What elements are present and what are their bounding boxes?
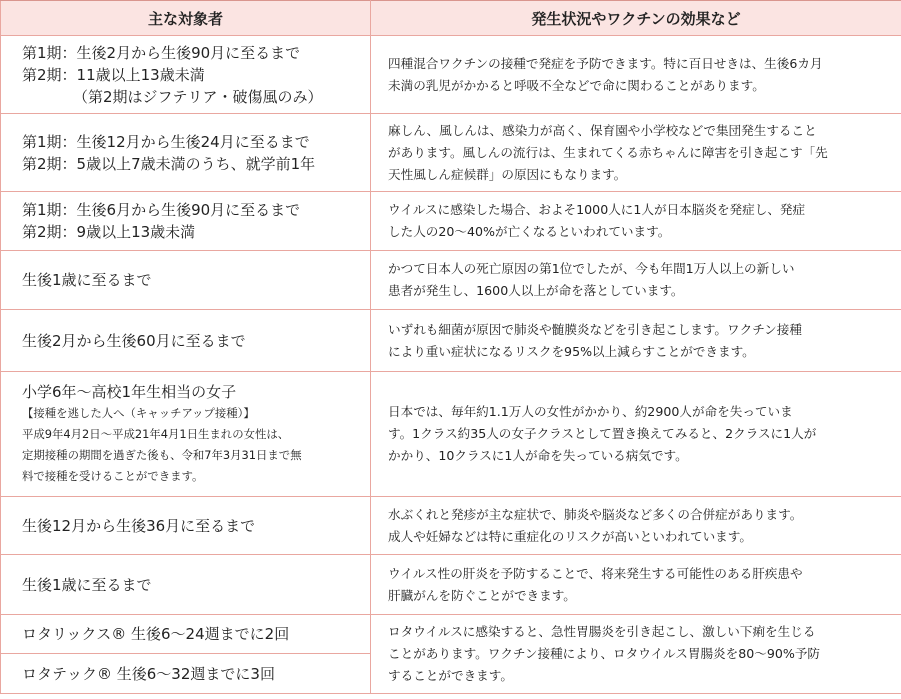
target-line: （第2期はジフテリア・破傷風のみ）: [73, 87, 323, 106]
table-row: [1, 555, 901, 615]
target-cell: [1, 372, 371, 497]
effect-cell: [371, 192, 901, 251]
target-note-line: 料で接種を受けることができます。: [22, 469, 204, 483]
target-cell: [1, 654, 371, 694]
effect-line: いずれも細菌が原因で肺炎や髄膜炎などを引き起こします。ワクチン接種: [388, 321, 802, 337]
table-row: [1, 310, 901, 372]
header-target: 主な対象者: [1, 1, 371, 36]
header-effect: 発生状況やワクチンの効果など: [371, 1, 901, 36]
effect-line: ウイルス性の肝炎を予防することで、将来発生する可能性のある肝疾患や: [388, 565, 803, 581]
effect-cell: [371, 555, 901, 615]
effect-cell: [371, 497, 901, 555]
effect-line: 肝臓がんを防ぐことができます。: [388, 587, 576, 603]
target-line: 小学6年～高校1年生相当の女子: [22, 383, 237, 401]
effect-line: かつて日本人の死亡原因の第1位でしたが、今も年間1万人以上の新しい: [388, 261, 795, 276]
effect-line: す。1クラス約35人の女子クラスとして置き換えてみると、2クラスに1人が: [388, 426, 817, 441]
target-line: 生後1歳に至るまで: [22, 575, 152, 594]
effect-cell: [371, 251, 901, 310]
target-line: 第2期：11歳以上13歳未満: [22, 65, 205, 84]
effect-line: 水ぶくれと発疹が主な症状で、肺炎や脳炎など多くの合併症があります。: [388, 506, 803, 522]
target-line: ロタテック® 生後6～32週までに3回: [22, 664, 275, 683]
target-line: 生後1歳に至るまで: [22, 271, 152, 289]
target-line: 第1期：生後2月から生後90月に至るまで: [22, 43, 301, 62]
effect-line: 患者が発生し、1600人以上が命を落としています。: [388, 283, 684, 298]
target-cell: [1, 192, 371, 251]
effect-line: ことがあります。ワクチン接種により、ロタウイルス胃腸炎を80～90%予防: [388, 646, 821, 661]
table-row: [1, 372, 901, 497]
target-line: ロタリックス® 生後6～24週までに2回: [22, 625, 290, 643]
table-row: [1, 251, 901, 310]
effect-line: ロタウイルスに感染すると、急性胃腸炎を引き起こし、激しい下痢を生じる: [388, 624, 816, 639]
effect-cell: [371, 615, 901, 694]
effect-line: があります。風しんの流行は、生まれてくる赤ちゃんに障害を引き起こす「先: [388, 144, 828, 160]
target-cell: [1, 615, 371, 654]
target-note-line: 定期接種の期間を過ぎた後も、令和7年3月31日まで無: [22, 448, 302, 462]
target-line: 第2期：9歳以上13歳未満: [22, 223, 196, 241]
target-cell: [1, 310, 371, 372]
effect-line: 日本では、毎年約1.1万人の女性がかかり、約2900人が命を失っていま: [388, 404, 793, 419]
target-note-line: 【接種を逃した人へ（キャッチアップ接種）】: [22, 406, 255, 420]
table-row: [1, 36, 901, 114]
effect-line: 天性風しん症候群」の原因にもなります。: [388, 166, 627, 182]
target-line: 第1期：生後12月から生後24月に至るまで: [22, 132, 310, 151]
effect-line: かかり、10クラスに1人が命を失っている病気です。: [388, 448, 688, 463]
target-cell: [1, 251, 371, 310]
target-line: 生後2月から生後60月に至るまで: [22, 331, 246, 350]
table-row: [1, 192, 901, 251]
target-note-line: 平成9年4月2日～平成21年4月1日生まれの女性は、: [22, 427, 290, 441]
target-cell: [1, 555, 371, 615]
effect-line: した人の20～40%が亡くなるといわれています。: [388, 224, 671, 239]
target-cell: [1, 36, 371, 114]
table-header-row: [1, 1, 901, 36]
effect-cell: [371, 372, 901, 497]
table-row: [1, 497, 901, 555]
effect-line: 未満の乳児がかかると呼吸不全などで命に関わることがあります。: [388, 77, 765, 93]
target-cell: [1, 497, 371, 555]
effect-cell: [371, 36, 901, 114]
effect-line: により重い症状になるリスクを95%以上減らすことができます。: [388, 343, 755, 359]
table-row: [1, 615, 901, 654]
target-line: 生後12月から生後36月に至るまで: [22, 516, 256, 535]
target-line: 第1期：生後6月から生後90月に至るまで: [22, 201, 301, 219]
effect-line: することができます。: [388, 668, 513, 683]
table-row: [1, 114, 901, 192]
effect-cell: [371, 310, 901, 372]
effect-line: 麻しん、風しんは、感染力が高く、保育園や小学校などで集団発生すること: [388, 122, 817, 138]
effect-cell: [371, 114, 901, 192]
target-cell: [1, 114, 371, 192]
effect-line: ウイルスに感染した場合、およそ1000人に1人が日本脳炎を発症し、発症: [388, 202, 806, 217]
effect-line: 成人や妊婦などは特に重症化のリスクが高いといわれています。: [388, 528, 752, 544]
effect-line: 四種混合ワクチンの接種で発症を予防できます。特に百日せきは、生後6カ月: [388, 55, 823, 71]
target-line: 第2期：5歳以上7歳未満のうち、就学前1年: [22, 154, 316, 173]
